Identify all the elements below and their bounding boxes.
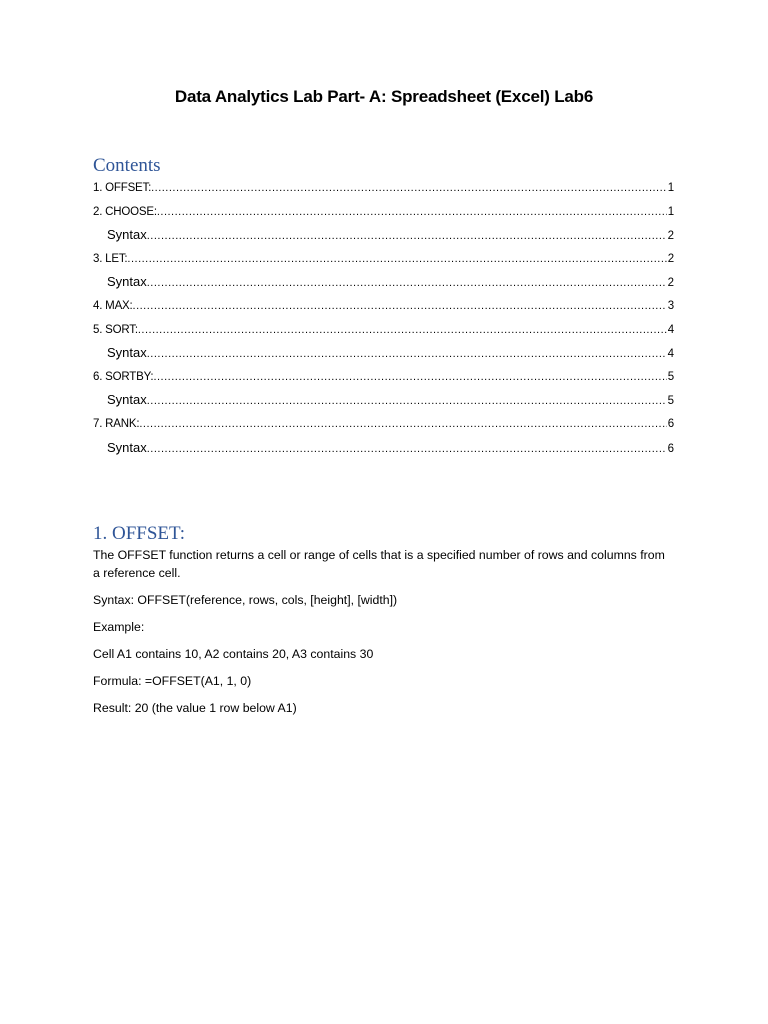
toc-page-number: 5 [667, 370, 674, 383]
offset-description: The OFFSET function returns a cell or range of cells that is a specified number of rows and columns from a reference cell. [93, 548, 665, 580]
toc-leader-dots [133, 296, 667, 316]
toc-page-number: 3 [667, 299, 674, 312]
toc-entry-label: Syntax [107, 392, 147, 408]
toc-leader-dots [153, 367, 666, 387]
example-result: Result: 20 (the value 1 row below A1) [93, 700, 297, 715]
offset-syntax: Syntax: OFFSET(reference, rows, cols, [height], [width]) [93, 592, 398, 607]
toc-entry-label: 4. MAX: [93, 299, 133, 312]
toc-leader-dots [127, 249, 666, 269]
toc-page-number: 6 [667, 417, 674, 430]
toc-entry-label: 2. CHOOSE: [93, 205, 157, 218]
section-heading-offset: 1. OFFSET: [93, 523, 185, 544]
toc-entry-offset[interactable] [93, 178, 674, 202]
toc-heading: Contents [93, 155, 161, 176]
toc-entry-choose[interactable] [93, 202, 674, 226]
toc-entry-rank[interactable] [93, 414, 674, 438]
toc-leader-dots [147, 391, 667, 411]
toc-entry-label: Syntax [107, 439, 147, 455]
toc-leader-dots [157, 202, 667, 222]
toc-entry-label: 5. SORT: [93, 323, 138, 336]
toc-page-number: 2 [667, 230, 674, 243]
toc-page-number: 1 [667, 205, 674, 218]
toc-leader-dots [151, 178, 667, 198]
toc-entry-label: Syntax [107, 345, 147, 361]
toc-page-number: 5 [667, 395, 674, 408]
toc-leader-dots [147, 273, 667, 293]
toc-leader-dots [147, 344, 667, 364]
toc-page-number: 4 [667, 348, 674, 361]
toc-entry-sort[interactable] [93, 320, 674, 344]
toc-entry-label: Syntax [107, 274, 147, 290]
toc-page-number: 6 [667, 442, 674, 455]
toc-leader-dots [138, 320, 667, 340]
toc-page-number: 1 [667, 182, 674, 194]
example-label: Example: [93, 619, 145, 634]
toc-entry-rank-syntax[interactable] [93, 438, 674, 462]
toc-entry-let[interactable] [93, 249, 674, 273]
toc-entry-choose-syntax[interactable] [93, 225, 674, 249]
toc-entry-sortby[interactable] [93, 367, 674, 391]
toc-entry-label: 7. RANK: [93, 417, 140, 430]
toc-entry-let-syntax[interactable] [93, 272, 674, 296]
toc-leader-dots [147, 439, 667, 459]
document-title: Data Analytics Lab Part- A: Spreadsheet (Excel) Lab6 [174, 87, 594, 106]
toc-entry-label: 1. OFFSET: [93, 182, 152, 194]
section-body-offset [93, 547, 673, 727]
toc-entry-label: Syntax [107, 227, 147, 243]
toc-entry-max[interactable] [93, 296, 674, 320]
table-of-contents [93, 178, 674, 461]
toc-entry-sortby-syntax[interactable] [93, 390, 674, 414]
toc-leader-dots [147, 226, 667, 246]
toc-page-number: 2 [667, 252, 674, 265]
toc-entry-label: 3. LET: [93, 252, 128, 265]
toc-entry-label: 6. SORTBY: [93, 370, 154, 383]
toc-entry-sort-syntax[interactable] [93, 343, 674, 367]
example-formula: Formula: =OFFSET(A1, 1, 0) [93, 673, 252, 688]
toc-page-number: 2 [667, 277, 674, 290]
toc-leader-dots [139, 414, 666, 434]
toc-page-number: 4 [667, 323, 674, 336]
example-cells: Cell A1 contains 10, A2 contains 20, A3 contains 30 [93, 646, 374, 661]
